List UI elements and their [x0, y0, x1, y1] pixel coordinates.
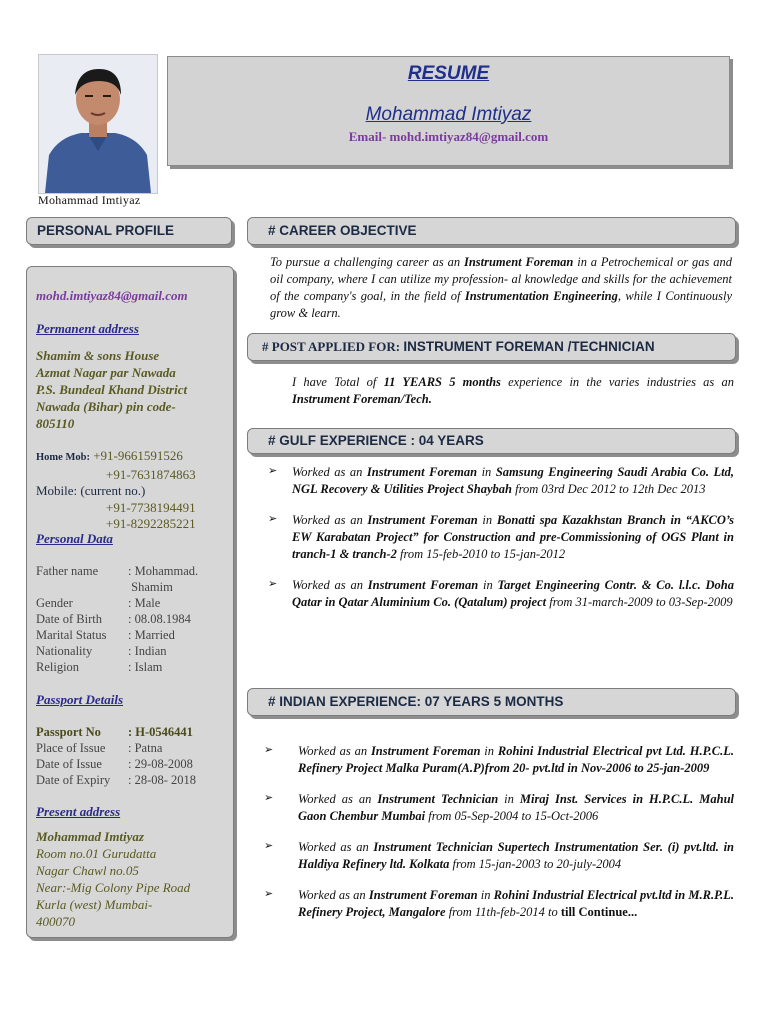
experience-summary: I have Total of 11 YEARS 5 months experience in the varies industries as an Instrument Foreman/Tech.	[292, 375, 734, 406]
passport-row: Place of Issue : Patna	[36, 741, 163, 755]
post-applied-value: INSTRUMENT FOREMAN /TECHNICIAN	[403, 339, 655, 354]
mobile-label: Mobile: (current no.)	[36, 483, 146, 498]
arrow-bullet-icon: ➢	[268, 465, 278, 477]
permanent-address	[36, 347, 230, 432]
address-line: Room no.01 Gurudatta	[36, 846, 157, 861]
personal-profile-heading: PERSONAL PROFILE	[26, 217, 232, 245]
resume-title: RESUME	[407, 63, 490, 84]
address-line: Nawada (Bihar) pin code-	[36, 399, 176, 414]
passport-row: Date of Expiry : 28-08- 2018	[36, 773, 197, 787]
mobile-1: +91-7738194491	[106, 499, 196, 515]
arrow-bullet-icon: ➢	[264, 888, 274, 900]
career-objective-text: To pursue a challenging career as an Instrument Foreman in a Petrochemical or gas and oil company, where I can utilize my profession- al knowledge and skills for the achievement of the company's goal, in the field of Instrumentation Engineering, while I Continuously grow & learn.	[270, 255, 733, 320]
list-item: ➢ Worked as an Instrument Foreman in Rohini Industrial Electrical pvt.ltd in M.R.P.L. Refinery Project, Mangalore from 11th-feb-2014 to till Continue...	[264, 888, 734, 919]
address-line: 400070	[36, 914, 75, 929]
permanent-address-title: Permanent address	[36, 321, 139, 336]
present-name: Mohammad Imtiyaz	[36, 829, 144, 844]
personal-data-row: Marital Status : Married	[36, 628, 175, 642]
mobile-2: +91-8292285221	[106, 516, 196, 531]
person-photo-icon	[39, 55, 157, 193]
candidate-name: Mohammad Imtiyaz	[365, 104, 532, 125]
personal-data-title: Personal Data	[36, 531, 113, 546]
post-applied-label: # POST APPLIED FOR:	[262, 339, 401, 354]
photo-caption: Mohammad Imtiyaz	[38, 193, 141, 207]
list-item: ➢ Worked as an Instrument Foreman in Samsung Engineering Saudi Arabia Co. Ltd, NGL Recovery & Utilities Project Shaybah from 03rd Dec 2012 to 12th Dec 2013	[268, 465, 735, 496]
list-item: ➢ Worked as an Instrument Foreman in Bonatti spa Kazakhstan Branch in “AKCO’s EW Karabatan Project” for Construction and pre-Commissioning of OGS Plant in tranch-1 & tranch-2 from 15-feb-2010 to 15-jan-2012	[268, 513, 734, 561]
address-line: P.S. Bundeal Khand District	[36, 382, 188, 397]
resume-header	[167, 56, 730, 166]
list-item: ➢ Worked as an Instrument Technician Supertech Instrumentation Ser. (i) pvt.ltd. in Haldiya Refinery ltd. Kolkata from 15-jan-2003 to 20-july-2004	[264, 840, 734, 871]
gulf-experience-heading: # GULF EXPERIENCE : 04 YEARS	[247, 428, 736, 454]
passport-row: Date of Issue : 29-08-2008	[36, 757, 193, 771]
personal-data-row: Shamim	[128, 580, 173, 594]
personal-data-row: Religion : Islam	[36, 660, 163, 674]
phone-block	[36, 448, 230, 533]
home-mob-1: +91-9661591526	[93, 448, 183, 463]
passport-row: Passport No : H-0546441	[36, 725, 193, 739]
list-item: ➢ Worked as an Instrument Foreman in Rohini Industrial Electrical pvt Ltd. H.P.C.L. Refinery Project Malka Puram(A.P)from 20- pvt.ltd in Nov-2006 to 25-jan-2009	[264, 744, 734, 775]
gulf-list	[268, 464, 734, 611]
passport-list	[36, 724, 230, 788]
personal-data-row: Gender : Male	[36, 596, 161, 610]
address-line: Shamim & sons House	[36, 348, 160, 363]
arrow-bullet-icon: ➢	[268, 578, 278, 590]
address-line: Near:-Mig Colony Pipe Road	[36, 880, 191, 895]
list-item: ➢ Worked as an Instrument Foreman in Target Engineering Contr. & Co. l.l.c. Doha Qatar in Qatar Aluminium Co. (Qatalum) project from 31-march-2009 to 03-Sep-2009	[268, 578, 734, 609]
home-mob-label: Home Mob:	[36, 452, 90, 463]
home-mob-2: +91-7631874863	[106, 466, 196, 482]
career-objective-heading: # CAREER OBJECTIVE	[247, 217, 736, 245]
arrow-bullet-icon: ➢	[268, 513, 278, 525]
list-item: ➢ Worked as an Instrument Technician in Miraj Inst. Services in H.P.C.L. Mahul Gaon Chembur Mumbai from 05-Sep-2004 to 15-Oct-2006	[264, 792, 734, 823]
arrow-bullet-icon: ➢	[264, 840, 274, 852]
personal-data-row: Nationality : Indian	[36, 644, 167, 658]
arrow-bullet-icon: ➢	[264, 744, 274, 756]
post-applied-heading	[247, 333, 736, 361]
address-line: 805110	[36, 416, 75, 431]
present-address	[36, 845, 230, 930]
indian-experience-heading: # INDIAN EXPERIENCE: 07 YEARS 5 MONTHS	[247, 688, 736, 716]
passport-title: Passport Details	[36, 692, 124, 707]
indian-list	[264, 743, 734, 921]
personal-data-row: Father name : Mohammad.	[36, 564, 199, 578]
profile-photo	[38, 54, 158, 194]
personal-data-row: Date of Birth : 08.08.1984	[36, 612, 191, 626]
arrow-bullet-icon: ➢	[264, 792, 274, 804]
sidebar-email: mohd.imtiyaz84@gmail.com	[36, 288, 188, 303]
address-line: Kurla (west) Mumbai-	[36, 897, 153, 912]
address-line: Nagar Chawl no.05	[36, 863, 139, 878]
header-email: Email- mohd.imtiyaz84@gmail.com	[348, 129, 549, 144]
personal-data-list	[36, 563, 230, 675]
present-address-title: Present address	[36, 804, 121, 819]
address-line: Azmat Nagar par Nawada	[36, 365, 176, 380]
